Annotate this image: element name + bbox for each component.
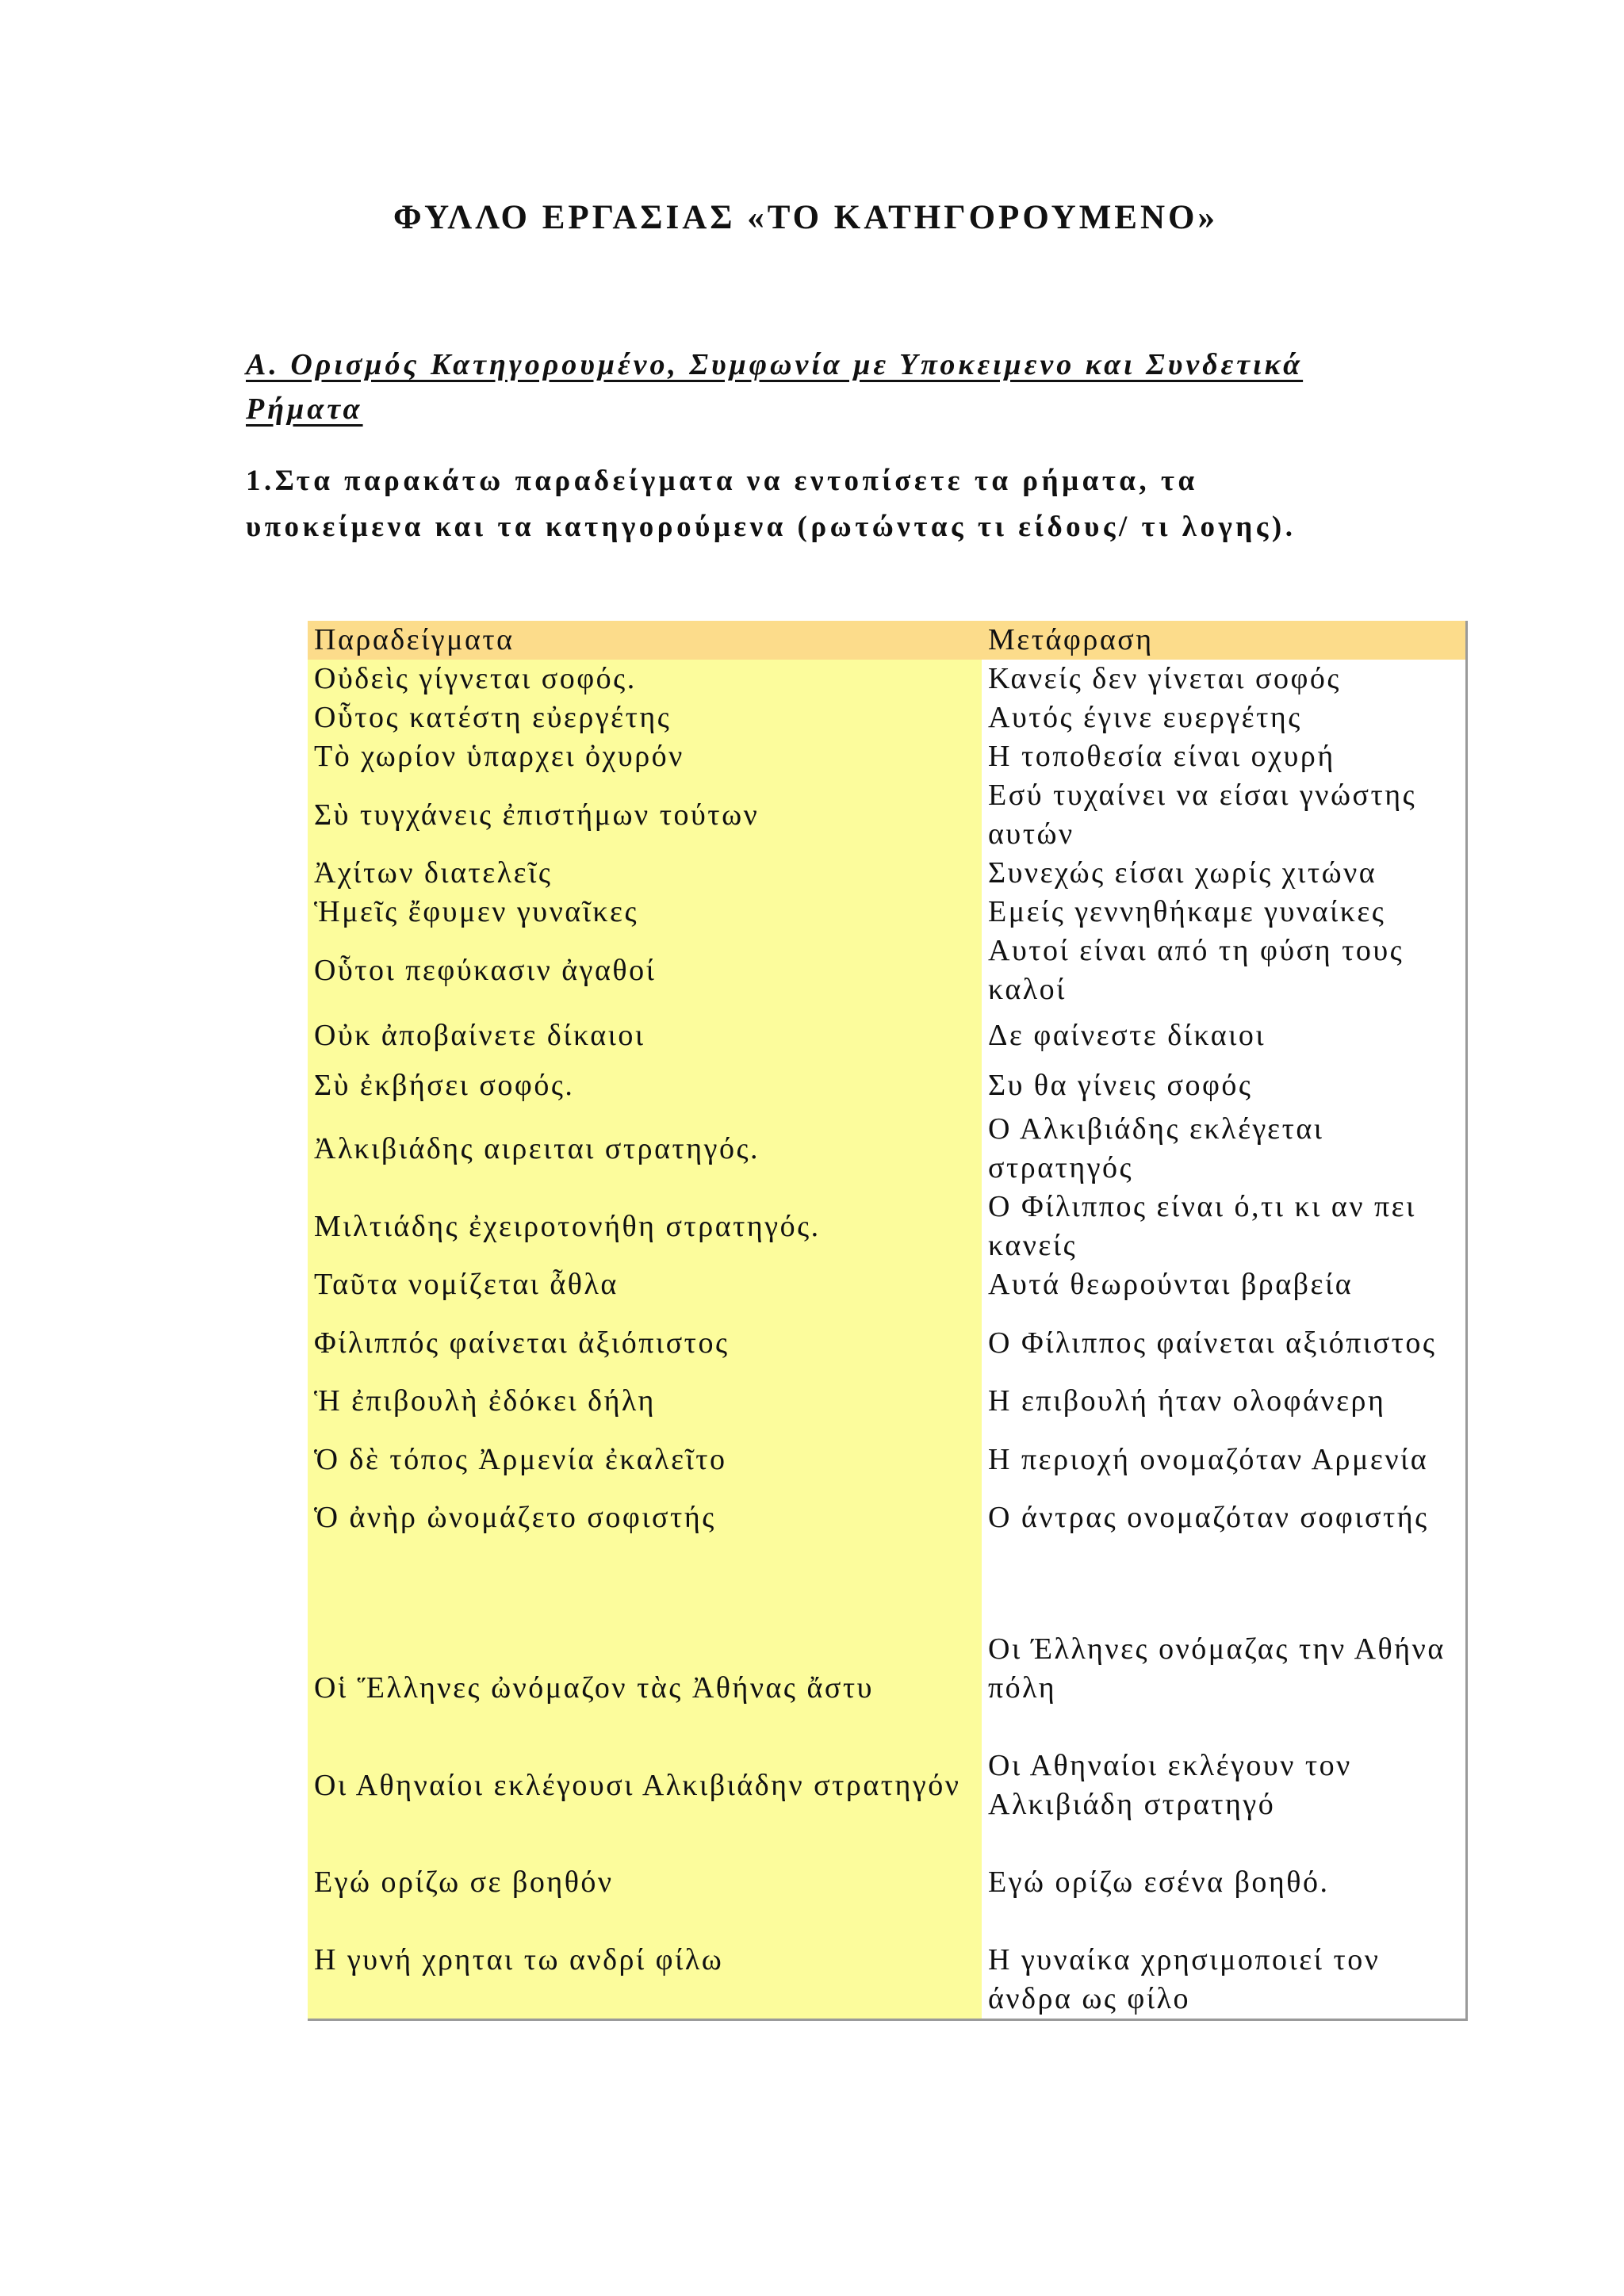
translation-cell: Εσύ τυχαίνει να είσαι γνώστης αυτών — [982, 776, 1466, 854]
translation-cell: Κανείς δεν γίνεται σοφός — [982, 660, 1466, 698]
translation-cell: Οι Έλληνες ονόμαζας την Αθήνα πόλη — [982, 1630, 1466, 1708]
example-cell: Ὁ ἀνὴρ ὠνομάζετο σοφιστής — [308, 1498, 982, 1576]
translation-cell: Η τοποθεσία είναι οχυρή — [982, 737, 1466, 776]
table-row — [308, 1382, 1466, 1421]
table-row — [308, 1863, 1466, 1902]
example-cell: Οὐδεὶς γίγνεται σοφός. — [308, 660, 982, 698]
translation-cell: Ο Φίλιππος φαίνεται αξιόπιστος — [982, 1304, 1466, 1382]
header-examples: Παραδείγματα — [308, 621, 982, 660]
example-cell: Εγώ ορίζω σε βοηθόν — [308, 1863, 982, 1902]
exercise-instruction-line-2: υποκείμενα και τα κατηγορούμενα (ρωτώντας τι είδους/ τι λογης). — [246, 511, 1297, 543]
example-cell: Μιλτιάδης ἐχειροτονήθη στρατηγός. — [308, 1188, 982, 1265]
table-row — [308, 1265, 1466, 1304]
table-spacer-row — [308, 1576, 1466, 1630]
example-cell: Οἱ Ἕλληνες ὠνόμαζον τὰς Ἀθήνας ἄστυ — [308, 1630, 982, 1708]
table-row — [308, 1188, 1466, 1265]
example-cell: Ἡμεῖς ἔφυμεν γυναῖκες — [308, 893, 982, 932]
section-heading-line-1: Α. Ορισμός Κατηγορουμένο, Συμφωνία με Υποκειμενο και Συνδετικά — [246, 348, 1304, 381]
exercise-instruction — [246, 458, 1372, 550]
table-row — [308, 1747, 1466, 1824]
translation-cell: Εγώ ορίζω εσένα βοηθό. — [982, 1863, 1466, 1902]
table-spacer-row — [308, 1824, 1466, 1863]
example-cell: Φίλιππός φαίνεται ἀξιόπιστος — [308, 1304, 982, 1382]
translation-cell: Η επιβουλή ήταν ολοφάνερη — [982, 1382, 1466, 1421]
examples-table-container — [308, 621, 1466, 2021]
translation-cell: Αυτοί είναι από τη φύση τους καλοί — [982, 932, 1466, 1009]
translation-cell: Συ θα γίνεις σοφός — [982, 1062, 1466, 1110]
table-header-row — [308, 621, 1466, 660]
table-row — [308, 776, 1466, 854]
header-translation: Μετάφραση — [982, 621, 1466, 660]
example-cell: Ἀλκιβιάδης αιρειται στρατηγός. — [308, 1110, 982, 1188]
exercise-instruction-line-1: 1.Στα παρακάτω παραδείγματα να εντοπίσετε τα ρήματα, τα — [246, 465, 1198, 497]
table-row — [308, 1062, 1466, 1110]
table-row — [308, 1941, 1466, 2020]
translation-cell: Εμείς γεννηθήκαμε γυναίκες — [982, 893, 1466, 932]
translation-cell: Ο άντρας ονομαζόταν σοφιστής — [982, 1498, 1466, 1576]
example-cell: Ἀχίτων διατελεῖς — [308, 854, 982, 893]
example-cell: Σὺ ἐκβήσει σοφός. — [308, 1062, 982, 1110]
translation-cell: Οι Αθηναίοι εκλέγουν τον Αλκιβιάδη στρατηγό — [982, 1747, 1466, 1824]
table-row — [308, 1304, 1466, 1382]
example-cell: Ὁ δὲ τόπος Ἀρμενία ἐκαλεῖτο — [308, 1421, 982, 1498]
translation-cell: Δε φαίνεστε δίκαιοι — [982, 1009, 1466, 1062]
example-cell: Οὗτοι πεφύκασιν ἀγαθοί — [308, 932, 982, 1009]
section-heading — [246, 342, 1372, 431]
translation-cell: Η περιοχή ονομαζόταν Αρμενία — [982, 1421, 1466, 1498]
table-row — [308, 698, 1466, 737]
table-row — [308, 932, 1466, 1009]
example-cell: Ταῦτα νομίζεται ἆθλα — [308, 1265, 982, 1304]
table-row — [308, 1498, 1466, 1576]
example-cell: Οὗτος κατέστη εὐεργέτης — [308, 698, 982, 737]
example-cell: Οὐκ ἀποβαίνετε δίκαιοι — [308, 1009, 982, 1062]
example-cell: Τὸ χωρίον ὑπαρχει ὀχυρόν — [308, 737, 982, 776]
example-cell: Οι Αθηναίοι εκλέγουσι Αλκιβιάδην στρατηγόν — [308, 1747, 982, 1824]
table-row — [308, 1421, 1466, 1498]
table-row — [308, 1630, 1466, 1708]
translation-cell: Αυτά θεωρούνται βραβεία — [982, 1265, 1466, 1304]
table-row — [308, 893, 1466, 932]
table-spacer-row — [308, 1708, 1466, 1747]
translation-cell: Συνεχώς είσαι χωρίς χιτώνα — [982, 854, 1466, 893]
translation-cell: Ο Αλκιβιάδης εκλέγεται στρατηγός — [982, 1110, 1466, 1188]
table-row — [308, 1110, 1466, 1188]
example-cell: Η γυνή χρηται τω ανδρί φίλω — [308, 1941, 982, 2020]
table-row — [308, 1009, 1466, 1062]
examples-table — [308, 621, 1468, 2021]
example-cell: Σὺ τυγχάνεις ἐπιστήμων τούτων — [308, 776, 982, 854]
translation-cell: Ο Φίλιππος είναι ό,τι κι αν πει κανείς — [982, 1188, 1466, 1265]
table-row — [308, 854, 1466, 893]
table-row — [308, 660, 1466, 698]
translation-cell: Αυτός έγινε ευεργέτης — [982, 698, 1466, 737]
page-title: ΦΥΛΛΟ ΕΡΓΑΣΙΑΣ «ΤΟ ΚΑΤΗΓΟΡΟΥΜΕΝΟ» — [393, 199, 1218, 236]
section-heading-line-2: Ρήματα — [246, 392, 363, 426]
translation-cell: Η γυναίκα χρησιμοποιεί τον άνδρα ως φίλο — [982, 1941, 1466, 2020]
example-cell: Ἡ ἐπιβουλὴ ἐδόκει δήλη — [308, 1382, 982, 1421]
table-row — [308, 737, 1466, 776]
table-spacer-row — [308, 1902, 1466, 1941]
